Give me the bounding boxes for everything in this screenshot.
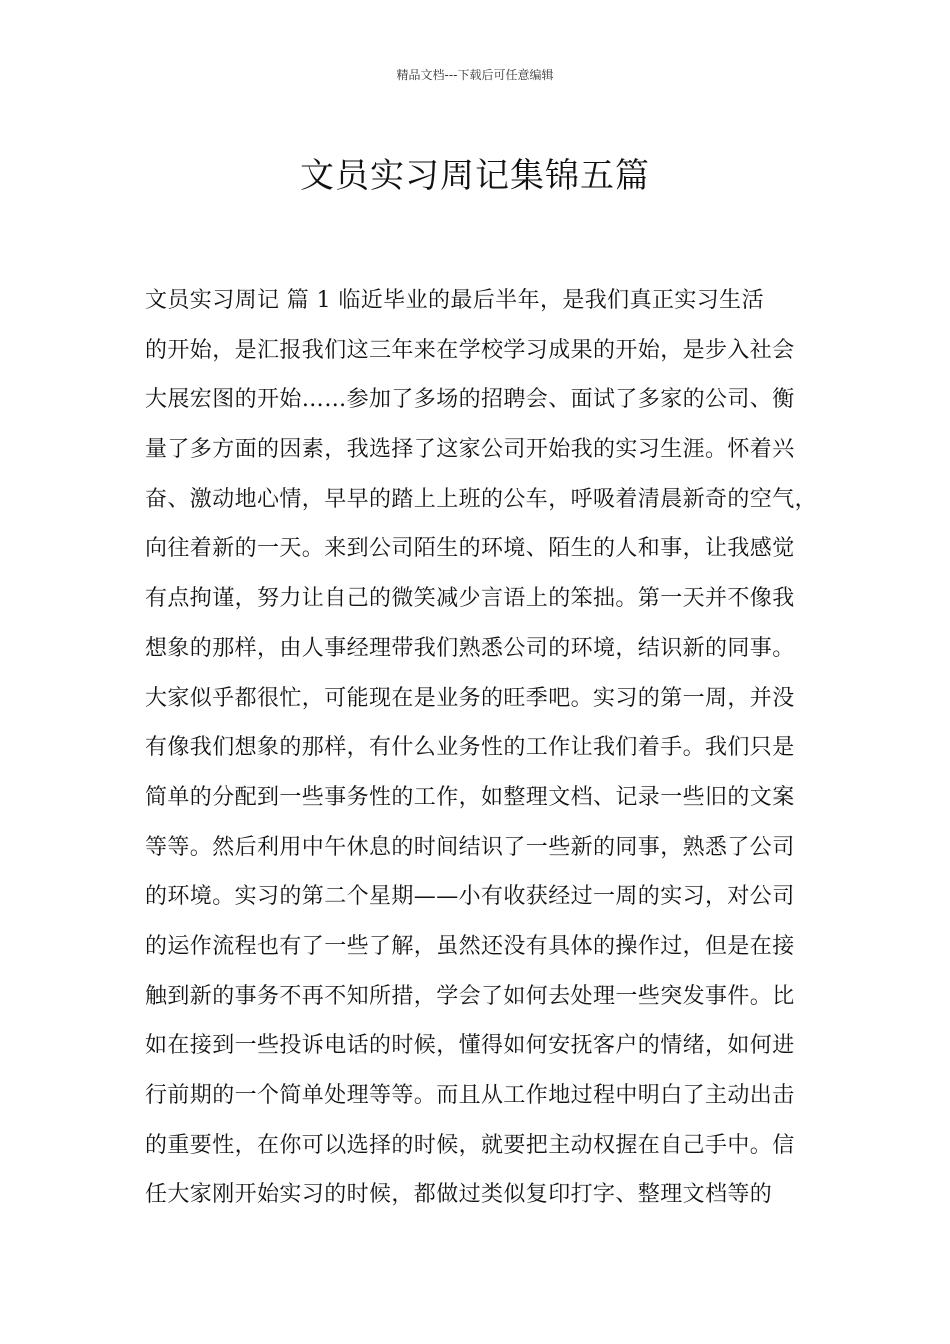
body-line: 有像我们想象的那样，有什么业务性的工作让我们着手。我们只是 [145,735,795,761]
body-line: 奋、激动地心情，早早的踏上上班的公车，呼吸着清晨新奇的空气， [145,486,818,512]
body-line: 大展宏图的开始……参加了多场的招聘会、面试了多家的公司、衡 [145,387,795,413]
body-line: 如在接到一些投诉电话的时候，懂得如何安抚客户的情绪，如何进 [145,1033,795,1059]
body-line: 有点拘谨，努力让自己的微笑减少言语上的笨拙。第一天并不像我 [145,586,795,612]
body-line: 行前期的一个简单处理等等。而且从工作地过程中明白了主动出击 [145,1083,795,1108]
body-line: 触到新的事务不再不知所措，学会了如何去处理一些突发事件。比 [145,983,795,1009]
body-line: 文员实习周记 篇 1 临近毕业的最后半年，是我们真正实习生活 [145,288,764,313]
header-note: 精品文档---下载后可任意编辑 [396,68,554,82]
body-line: 大家似乎都很忙，可能现在是业务的旺季吧。实习的第一周，并没 [145,685,795,711]
body-line: 等等。然后利用中午休息的时间结识了一些新的同事，熟悉了公司 [145,834,795,860]
body-line: 想象的那样，由人事经理带我们熟悉公司的环境，结识新的同事。 [145,635,795,661]
body-line: 的运作流程也有了一些了解，虽然还没有具体的操作过，但是在接 [145,933,795,959]
body-line: 的重要性，在你可以选择的时候，就要把主动权握在自己手中。信 [145,1132,795,1158]
body-line: 的环境。实习的第二个星期——小有收获经过一周的实习，对公司 [145,884,795,910]
document-title: 文员实习周记集锦五篇 [300,155,650,196]
body-line: 任大家刚开始实习的时候，都做过类似复印打字、整理文档等的 [145,1182,773,1208]
body-line: 量了多方面的因素，我选择了这家公司开始我的实习生涯。怀着兴 [145,437,795,463]
body-line: 向往着新的一天。来到公司陌生的环境、陌生的人和事，让我感觉 [145,536,795,562]
body-line: 简单的分配到一些事务性的工作，如整理文档、记录一些旧的文案 [145,784,795,810]
body-line: 的开始，是汇报我们这三年来在学校学习成果的开始，是步入社会 [145,337,795,363]
document-body [145,276,865,1220]
